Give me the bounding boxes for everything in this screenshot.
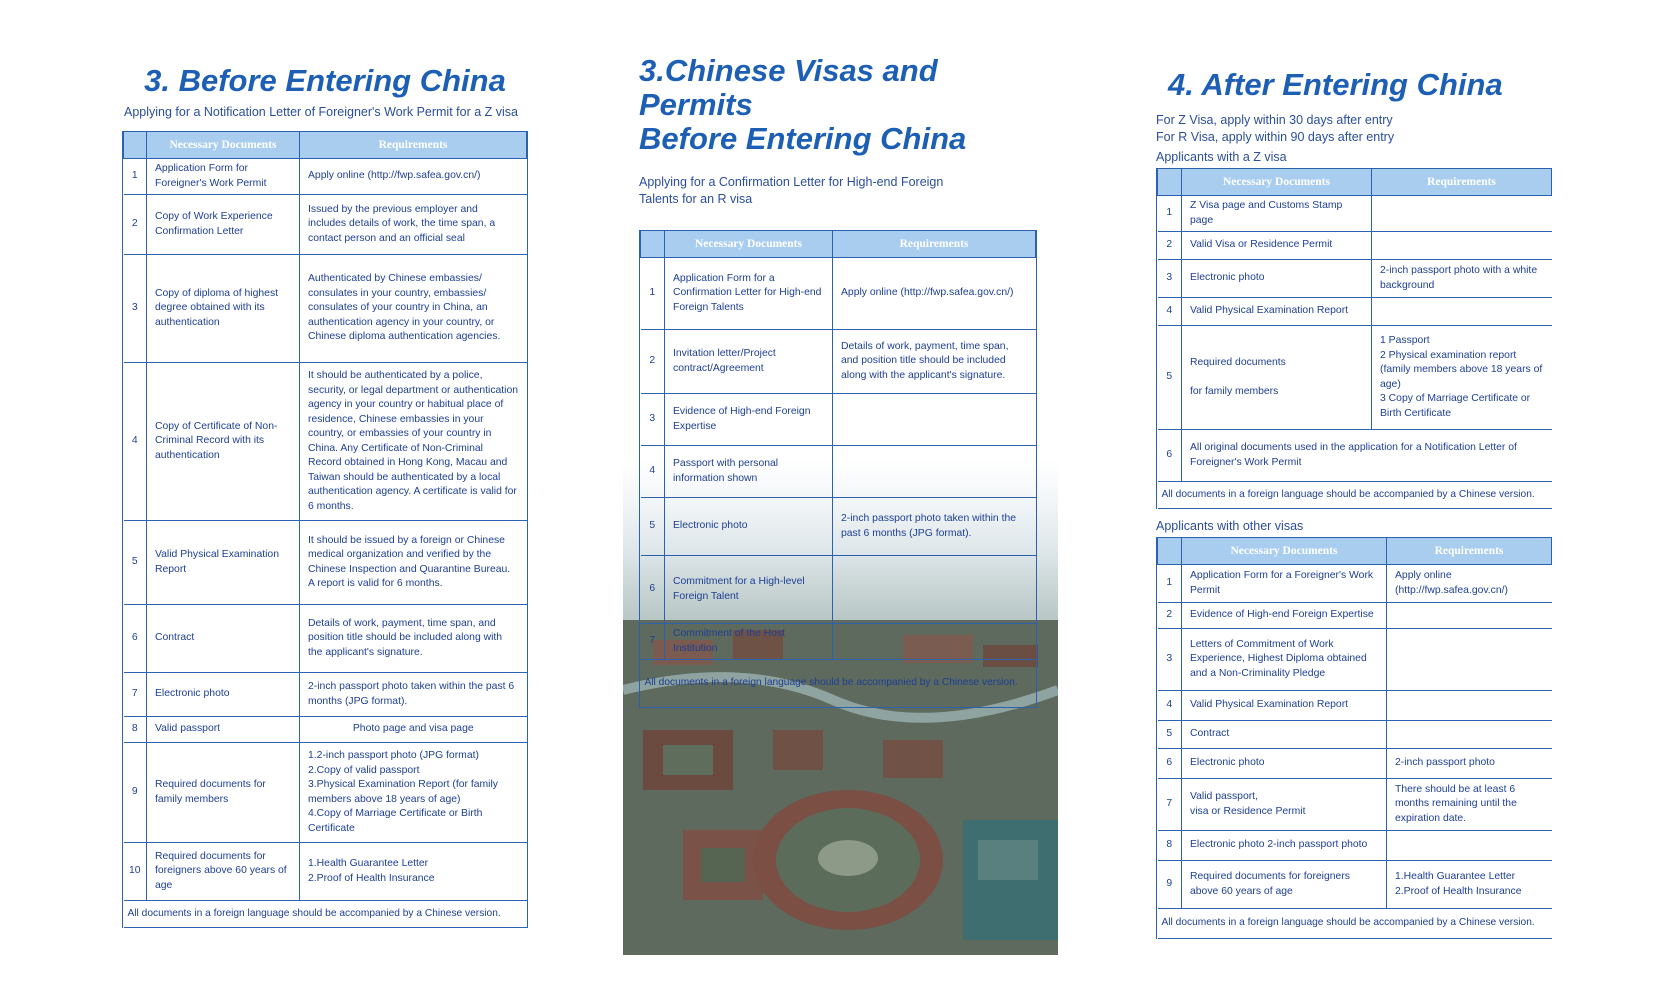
header-requirements: Requirements: [1387, 538, 1552, 565]
document-cell: Application Form for a Confirmation Letter for High-end Foreign Talents: [665, 258, 833, 330]
table-row: [1158, 779, 1552, 831]
table-row: [641, 624, 1036, 660]
row-number: 6: [1158, 749, 1182, 779]
row-number: 1: [1158, 565, 1182, 603]
document-cell: Valid Physical Examination Report: [1182, 298, 1372, 326]
row-number: 2: [1158, 603, 1182, 629]
header-requirements: Requirements: [1372, 169, 1552, 196]
panel3-table-z-visa: [1156, 168, 1552, 509]
panel3-line1: For Z Visa, apply within 30 days after entry: [1156, 113, 1393, 127]
document-cell: Valid passport, visa or Residence Permit: [1182, 779, 1387, 831]
table-row: [1158, 861, 1552, 909]
header-necessary-documents: Necessary Documents: [147, 132, 300, 159]
table-row: [1158, 721, 1552, 749]
row-number: 4: [641, 446, 665, 498]
panel3-section-other-visas: Applicants with other visas: [1156, 519, 1304, 533]
panel1-table-body: [124, 159, 527, 928]
row-number: 1: [1158, 196, 1182, 232]
header-requirements: Requirements: [300, 132, 527, 159]
requirement-cell: 1.Health Guarantee Letter 2.Proof of Health Insurance: [1387, 861, 1552, 909]
row-number: 2: [641, 330, 665, 394]
requirement-cell: 2-inch passport photo taken within the past 6 months (JPG format).: [833, 498, 1036, 556]
requirement-cell: 1.2-inch passport photo (JPG format) 2.Copy of valid passport 3.Physical Examination Report (for family members above 18 years of age) 4.Copy of Marriage Certificate or Birth Certificate: [300, 743, 527, 843]
panel3-title: 4. After Entering China: [1168, 67, 1503, 102]
document-cell: Valid Physical Examination Report: [1182, 691, 1387, 721]
requirement-cell: It should be authenticated by a police, security, or legal department or authentication agency in your country or habitual place of residence, Chinese embassies in your country, or embassies of your country in China. Any Certificate of Non-Criminal Record obtained in Hong Kong, Macau and Taiwan should be authenticated by a local authentication agency. A certificate is valid for 6 months.: [300, 363, 527, 521]
table-note-row: [124, 901, 527, 928]
table-row: [1158, 831, 1552, 861]
document-cell: Contract: [147, 605, 300, 673]
panel1-title: 3. Before Entering China: [144, 63, 506, 98]
header-necessary-documents: Necessary Documents: [1182, 169, 1372, 196]
row-number: 9: [1158, 861, 1182, 909]
row-number: 7: [1158, 779, 1182, 831]
requirement-cell: Apply online (http://fwp.safea.gov.cn/): [300, 159, 527, 195]
requirement-cell: 2-inch passport photo: [1387, 749, 1552, 779]
row-number: 9: [124, 743, 147, 843]
requirement-cell: 1 Passport 2 Physical examination report (family members above 18 years of age) 3 Copy of Marriage Certificate or Birth Certificate: [1372, 326, 1552, 430]
table-row: [1158, 326, 1552, 430]
document-cell: Invitation letter/Project contract/Agreement: [665, 330, 833, 394]
panel-after-entering-china: [1156, 68, 1552, 939]
chinese-version-note: All documents in a foreign language should be accompanied by a Chinese version.: [641, 660, 1036, 708]
table-row: [124, 363, 527, 521]
row-number: 3: [1158, 629, 1182, 691]
table-row: [1158, 749, 1552, 779]
requirement-cell: [1372, 232, 1552, 260]
panel2-title-line1: 3.Chinese Visas and Permits: [639, 53, 938, 122]
requirement-cell: [833, 394, 1036, 446]
document-cell: Valid passport: [147, 717, 300, 743]
requirement-cell: 2-inch passport photo with a white background: [1372, 260, 1552, 298]
table-row: [1158, 298, 1552, 326]
table-row: [124, 717, 527, 743]
document-cell: Commitment of the Host Institution: [665, 624, 833, 660]
document-cell: Copy of diploma of highest degree obtained with its authentication: [147, 255, 300, 363]
header-necessary-documents: Necessary Documents: [1182, 538, 1387, 565]
table-note-row: [1158, 909, 1552, 939]
requirement-cell: [1372, 196, 1552, 232]
table-header-row: [1158, 538, 1552, 565]
document-cell: Copy of Work Experience Confirmation Letter: [147, 195, 300, 255]
row-number: 4: [1158, 691, 1182, 721]
requirement-cell: Issued by the previous employer and includes details of work, the time span, a contact person and an official seal: [300, 195, 527, 255]
document-cell: Valid Visa or Residence Permit: [1182, 232, 1372, 260]
document-cell: Electronic photo 2-inch passport photo: [1182, 831, 1387, 861]
table-header-row: [1158, 169, 1552, 196]
row-number: 6: [1158, 430, 1182, 482]
table-row: [1158, 691, 1552, 721]
panel3-line2: For R Visa, apply within 90 days after entry: [1156, 130, 1395, 144]
document-cell: Electronic photo: [1182, 749, 1387, 779]
table-row: [1158, 629, 1552, 691]
header-requirements: Requirements: [833, 231, 1036, 258]
table-row: [124, 159, 527, 195]
table-row: [124, 843, 527, 901]
table-row: [1158, 603, 1552, 629]
requirement-cell: [1387, 629, 1552, 691]
table-row: [124, 521, 527, 605]
row-number: 7: [641, 624, 665, 660]
table-row: [1158, 260, 1552, 298]
document-cell: Electronic photo: [147, 673, 300, 717]
table-note-row: [641, 660, 1036, 708]
panel3-table-other-visas-body: [1158, 565, 1552, 939]
header-necessary-documents: Necessary Documents: [665, 231, 833, 258]
row-number: 1: [124, 159, 147, 195]
panel3-section-z-visa: Applicants with a Z visa: [1156, 150, 1287, 164]
row-number: 4: [124, 363, 147, 521]
table-note-row: [1158, 482, 1552, 509]
requirement-cell: Apply online (http://fwp.safea.gov.cn/): [833, 258, 1036, 330]
table-row: [641, 446, 1036, 498]
requirement-cell: Details of work, payment, time span, and position title should be included along with the applicant's signature.: [300, 605, 527, 673]
panel2-table-body: [641, 258, 1036, 708]
requirement-cell: [833, 446, 1036, 498]
panel1-subtitle: Applying for a Notification Letter of Foreigner's Work Permit for a Z visa: [124, 105, 518, 119]
table-row: [1158, 565, 1552, 603]
document-cell: Letters of Commitment of Work Experience, Highest Diploma obtained and a Non-Criminality Pledge: [1182, 629, 1387, 691]
row-number: 8: [124, 717, 147, 743]
panel-chinese-visas-permits: [639, 54, 1037, 708]
requirement-cell: [833, 556, 1036, 624]
requirement-cell: 2-inch passport photo taken within the past 6 months (JPG format).: [300, 673, 527, 717]
table-row: [124, 255, 527, 363]
row-number: 6: [124, 605, 147, 673]
document-cell: Required documents for foreigners above 60 years of age: [1182, 861, 1387, 909]
table-row: [124, 743, 527, 843]
document-cell: Electronic photo: [1182, 260, 1372, 298]
requirement-cell: It should be issued by a foreign or Chinese medical organization and verified by the Chinese Inspection and Quarantine Bureau. A report is valid for 6 months.: [300, 521, 527, 605]
document-cell: Commitment for a High-level Foreign Talent: [665, 556, 833, 624]
row-number: 5: [641, 498, 665, 556]
table-row: [1158, 196, 1552, 232]
row-number: 3: [641, 394, 665, 446]
table-header-row: [641, 231, 1036, 258]
document-cell: Evidence of High-end Foreign Expertise: [1182, 603, 1387, 629]
table-row: [124, 673, 527, 717]
requirement-cell: [1387, 831, 1552, 861]
panel2-title-line2: Before Entering China: [639, 121, 967, 156]
row-number: 8: [1158, 831, 1182, 861]
document-cell: Valid Physical Examination Report: [147, 521, 300, 605]
row-number: 1: [641, 258, 665, 330]
chinese-version-note: All documents in a foreign language should be accompanied by a Chinese version.: [1158, 482, 1552, 509]
document-cell: Required documents for foreigners above 60 years of age: [147, 843, 300, 901]
row-number: 2: [124, 195, 147, 255]
document-cell: Electronic photo: [665, 498, 833, 556]
document-cell: Contract: [1182, 721, 1387, 749]
document-cell: Required documents for family members: [1182, 326, 1372, 430]
requirement-cell: Apply online (http://fwp.safea.gov.cn/): [1387, 565, 1552, 603]
panel1-table: [122, 131, 528, 928]
table-row: [641, 258, 1036, 330]
table-row: [641, 556, 1036, 624]
row-number: 3: [1158, 260, 1182, 298]
document-cell: All original documents used in the application for a Notification Letter of Foreigner's Work Permit: [1182, 430, 1552, 482]
panel2-subtitle: Applying for a Confirmation Letter for High-end Foreign Talents for an R visa: [639, 175, 944, 206]
requirement-cell: Details of work, payment, time span, and position title should be included along with the applicant's signature.: [833, 330, 1036, 394]
document-cell: Copy of Certificate of Non-Criminal Record with its authentication: [147, 363, 300, 521]
row-number: 3: [124, 255, 147, 363]
requirement-cell: [1387, 691, 1552, 721]
table-row: [641, 498, 1036, 556]
row-number: 10: [124, 843, 147, 901]
row-number: 4: [1158, 298, 1182, 326]
chinese-version-note: All documents in a foreign language should be accompanied by a Chinese version.: [124, 901, 527, 928]
chinese-version-note: All documents in a foreign language should be accompanied by a Chinese version.: [1158, 909, 1552, 939]
row-number: 5: [124, 521, 147, 605]
requirement-cell: There should be at least 6 months remaining until the expiration date.: [1387, 779, 1552, 831]
document-cell: Passport with personal information shown: [665, 446, 833, 498]
table-row: [641, 394, 1036, 446]
requirement-cell: [1387, 603, 1552, 629]
row-number: 2: [1158, 232, 1182, 260]
requirement-cell: [833, 624, 1036, 660]
panel-before-entering-china: [122, 64, 528, 928]
document-cell: Z Visa page and Customs Stamp page: [1182, 196, 1372, 232]
document-cell: Required documents for family members: [147, 743, 300, 843]
requirement-cell: [1372, 298, 1552, 326]
panel3-table-other-visas: [1156, 537, 1552, 939]
document-cell: Application Form for a Foreigner's Work Permit: [1182, 565, 1387, 603]
requirement-cell: Photo page and visa page: [300, 717, 527, 743]
panel2-table: [639, 230, 1037, 708]
row-number: 5: [1158, 326, 1182, 430]
requirement-cell: [1387, 721, 1552, 749]
table-row: [1158, 430, 1552, 482]
document-cell: Application Form for Foreigner's Work Permit: [147, 159, 300, 195]
row-number: 6: [641, 556, 665, 624]
requirement-cell: 1.Health Guarantee Letter 2.Proof of Health Insurance: [300, 843, 527, 901]
document-cell: Evidence of High-end Foreign Expertise: [665, 394, 833, 446]
requirement-cell: Authenticated by Chinese embassies/ consulates in your country, embassies/ consulates of your country in China, an authentication agency in your country, or Chinese diploma authentication agencies.: [300, 255, 527, 363]
table-row: [124, 605, 527, 673]
table-header-row: [124, 132, 527, 159]
row-number: 7: [124, 673, 147, 717]
table-row: [124, 195, 527, 255]
panel3-table-z-visa-body: [1158, 196, 1552, 509]
row-number: 5: [1158, 721, 1182, 749]
table-row: [1158, 232, 1552, 260]
table-row: [641, 330, 1036, 394]
